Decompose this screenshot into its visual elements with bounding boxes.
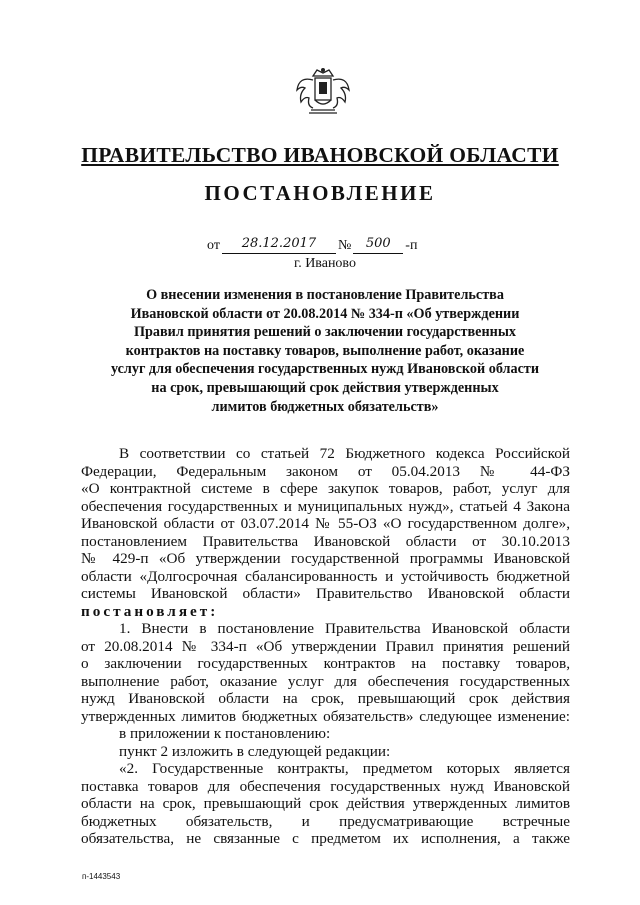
body-line: «О контрактной системе в сфере закупок товаров, работ, услуг для	[81, 480, 570, 497]
coat-of-arms-icon	[291, 62, 355, 118]
heading-line: Правил принятия решений о заключении государственных	[134, 324, 516, 341]
heading-line: услуг для обеспечения государственных нужд Ивановской области	[110, 361, 540, 378]
heading-line: Ивановской области от 20.08.2014 № 334-п «Об утверждении	[130, 305, 520, 322]
body-line: выполнение работ, оказание услуг для обеспечения государственных	[81, 672, 570, 690]
body-line: постановлением Правительства Ивановской области от 30.10.2013	[81, 532, 570, 550]
number-suffix: -п	[405, 238, 418, 253]
body-line: о заключении государственных контрактов на поставку товаров,	[81, 655, 570, 672]
body-line: от 20.08.2014 № 334-п «Об утверждении Правил принятия решений	[81, 637, 570, 655]
heading-line: на срок, превышающий срок действия утвержденных	[151, 379, 499, 396]
heading-line: О внесении изменения в постановление Правительства	[146, 287, 504, 303]
document-type: ПОСТАНОВЛЕНИЕ	[204, 181, 436, 205]
date-number-line	[207, 237, 417, 254]
body-line: системы Ивановской области» Правительство Ивановской области	[81, 585, 570, 602]
number-field: 500	[353, 237, 403, 254]
heading-line: контрактов на поставку товаров, выполнение работ, оказание	[125, 342, 525, 359]
body-line: области «Долгосрочная сбалансированность и устойчивость бюджетной	[81, 567, 570, 585]
number-prefix: №	[337, 238, 352, 253]
document-heading	[95, 286, 555, 416]
document-body	[81, 445, 570, 848]
organization-title: ПРАВИТЕЛЬСТВО ИВАНОВСКОЙ ОБЛАСТИ	[81, 143, 559, 167]
city: г. Иваново	[294, 256, 356, 271]
date-field: 28.12.2017	[222, 237, 336, 254]
body-line: В соответствии со статьей 72 Бюджетного кодекса Российской	[119, 445, 570, 462]
body-line: утвержденных лимитов бюджетных обязательств» следующее изменение:	[81, 707, 570, 725]
body-line: № 429-п «Об утверждении государственной программы Ивановской	[81, 550, 570, 567]
body-line: Федерации, Федеральным законом от 05.04.2013 № 44-ФЗ	[81, 462, 570, 480]
body-line: 1. Внести в постановление Правительства Ивановской области	[119, 620, 570, 637]
body-line: обеспечения государственных и муниципальных нужд», статьей 4 Закона	[81, 497, 570, 515]
body-line: поставка товаров для обеспечения государственных нужд Ивановской	[81, 777, 570, 795]
body-line: Ивановской области от 03.07.2014 № 55-ОЗ «О государственном долге»,	[81, 515, 570, 532]
body-line: пункт 2 изложить в следующей редакции:	[119, 742, 391, 760]
body-line: бюджетных обязательств, и предусматривающие встречные	[81, 812, 570, 830]
body-line: в приложении к постановлению:	[119, 725, 331, 742]
document-code: п-1443543	[82, 872, 121, 881]
body-line: «2. Государственные контракты, предметом которых является	[119, 760, 570, 777]
resolves-word: постановляет:	[81, 602, 219, 620]
heading-line: лимитов бюджетных обязательств»	[211, 398, 439, 415]
body-line: нужд Ивановской области на срок, превышающий срок действия	[81, 690, 570, 707]
body-line: обязательства, не связанные с предметом их исполнения, а также	[81, 830, 570, 847]
body-line: области на срок, превышающий срок действия утвержденных лимитов	[81, 795, 570, 812]
date-prefix: от	[207, 238, 220, 253]
